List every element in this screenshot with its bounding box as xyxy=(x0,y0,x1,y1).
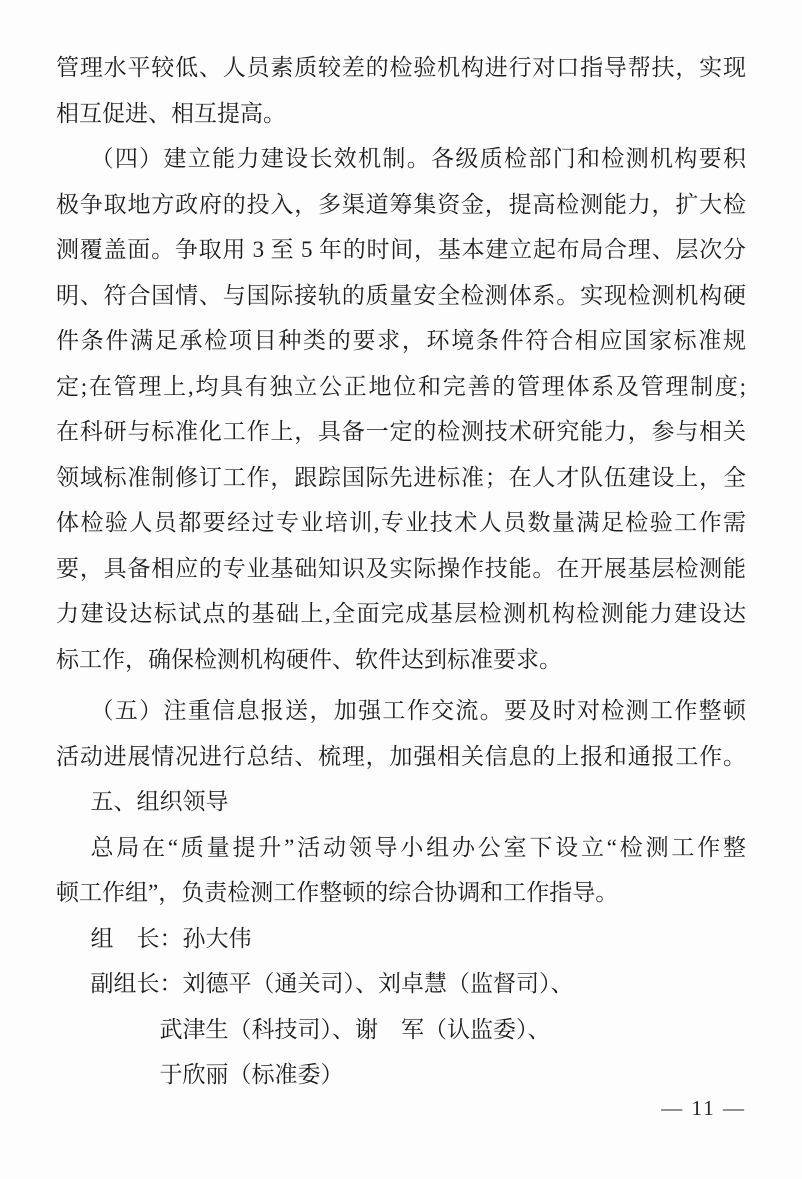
text-line: 力建设达标试点的基础上,全面完成基层检测机构检测能力建设达 xyxy=(56,601,746,626)
text-line: 标工作，确保检测机构硬件、软件达到标准要求。 xyxy=(56,646,562,672)
text-line: 顿工作组”，负责检测工作整顿的综合协调和工作指导。 xyxy=(56,880,619,905)
text-line: 管理水平较低、人员素质较差的检验机构进行对口指导帮扶，实现 xyxy=(56,55,746,80)
text-line: 五、组织领导 xyxy=(90,789,229,814)
text-line: 在科研与标准化工作上，具备一定的检测技术研究能力，参与相关 xyxy=(56,419,746,444)
text-line: （四）建立能力建设长效机制。各级质检部门和检测机构要积 xyxy=(90,146,746,171)
page-number: — 11 — xyxy=(661,1096,746,1120)
text-line: 副组长：刘德平（通关司）、刘卓慧（监督司）、 xyxy=(90,971,574,996)
text-line: 活动进展情况进行总结、梳理，加强相关信息的上报和通报工作。 xyxy=(56,743,746,769)
text-line: 于欣丽（标准委） xyxy=(159,1062,344,1087)
text-line: 组 长：孙大伟 xyxy=(90,925,252,951)
text-line: 相互促进、相互提高。 xyxy=(56,100,286,126)
text-line: 明、符合国情、与国际接轨的质量安全检测体系。实现检测机构硬 xyxy=(56,282,746,308)
text-line: （五）注重信息报送，加强工作交流。要及时对检测工作整顿 xyxy=(90,698,746,723)
text-line: 总局在“质量提升”活动领导小组办公室下设立“检测工作整 xyxy=(90,834,746,860)
text-line: 件条件满足承检项目种类的要求，环境条件符合相应国家标准规 xyxy=(56,328,746,353)
text-line: 领域标准制修订工作，跟踪国际先进标准；在人才队伍建设上，全 xyxy=(56,464,746,490)
document-body xyxy=(56,45,746,1098)
text-line: 极争取地方政府的投入，多渠道筹集资金，提高检测能力，扩大检 xyxy=(56,191,746,217)
text-line: 体检验人员都要经过专业培训,专业技术人员数量满足检验工作需 xyxy=(56,510,746,535)
text-line: 武津生（科技司）、谢 军（认监委）、 xyxy=(159,1016,551,1042)
text-line: 定;在管理上,均具有独立公正地位和完善的管理体系及管理制度; xyxy=(56,373,746,399)
text-line: 测覆盖面。争取用 3 至 5 年的时间，基本建立起布局合理、层次分 xyxy=(56,237,746,262)
text-line: 要，具备相应的专业基础知识及实际操作技能。在开展基层检测能 xyxy=(56,555,746,581)
